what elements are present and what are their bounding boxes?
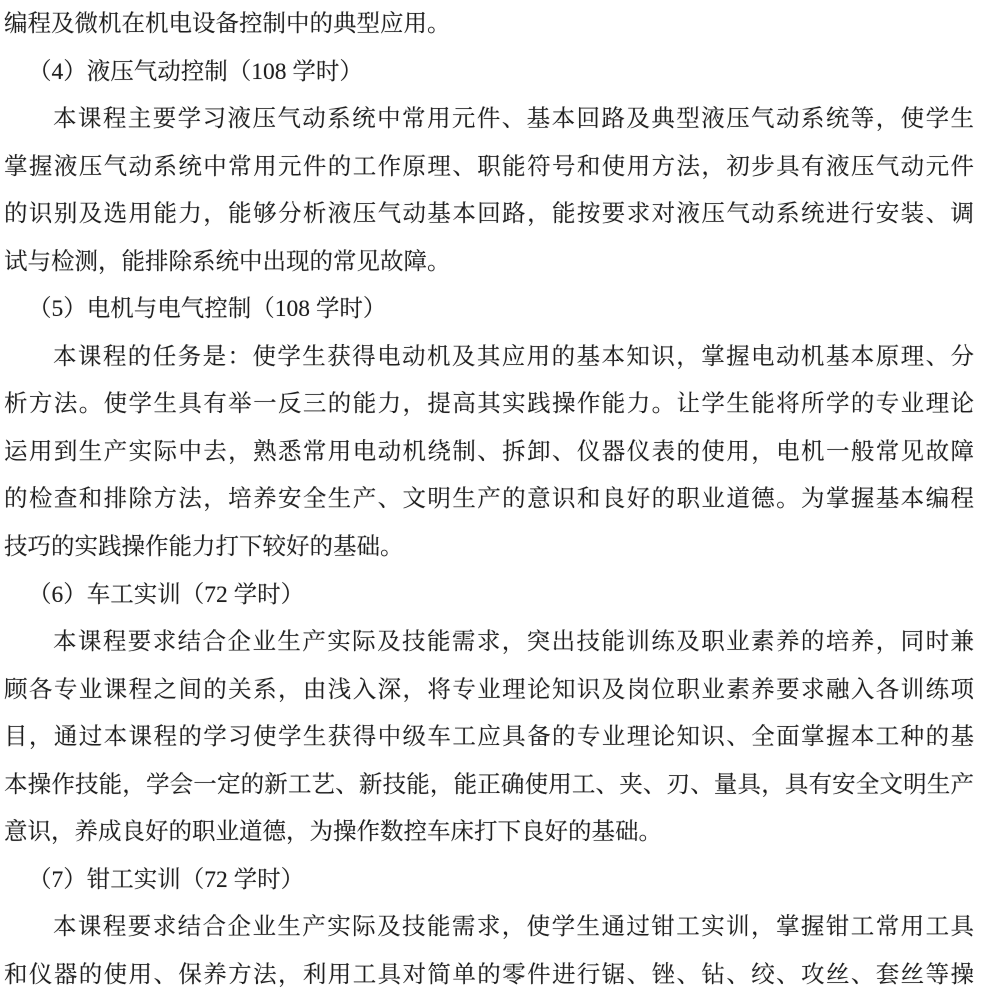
- text-line: 本课程要求结合企业生产实际及技能需求，突出技能训练及职业素养的培养，同时兼: [53, 629, 974, 656]
- course-heading-6: （6）车工实训（72 学时）: [28, 581, 305, 608]
- text-line: 本课程的任务是：使学生获得电动机及其应用的基本知识，掌握电动机基本原理、分: [53, 343, 974, 370]
- text-line: 试与检测，能排除系统中出现的常见故障。: [4, 248, 451, 275]
- text-line: 的识别及选用能力，能够分析液压气动基本回路，能按要求对液压气动系统进行安装、调: [4, 201, 974, 228]
- text-line: 掌握液压气动系统中常用元件的工作原理、职能符号和使用方法，初步具有液压气动元件: [4, 153, 974, 180]
- text-line: 和仪器的使用、保养方法，利用工具对简单的零件进行锯、锉、钻、绞、攻丝、套丝等操: [4, 961, 974, 988]
- course-heading-4: （4）液压气动控制（108 学时）: [28, 58, 363, 85]
- text-line: 技巧的实践操作能力打下较好的基础。: [4, 534, 404, 561]
- text-line: 顾各专业课程之间的关系，由浅入深，将专业理论知识及岗位职业素养要求融入各训练项: [4, 676, 974, 703]
- text-line: 意识，养成良好的职业道德，为操作数控车床打下良好的基础。: [4, 819, 662, 846]
- course-heading-5: （5）电机与电气控制（108 学时）: [28, 296, 387, 323]
- text-line: 运用到生产实际中去，熟悉常用电动机绕制、拆卸、仪器仪表的使用，电机一般常见故障: [4, 438, 974, 465]
- text-line: 本操作技能，学会一定的新工艺、新技能，能正确使用工、夹、刃、量具，具有安全文明生产: [4, 771, 974, 798]
- text-line: 编程及微机在机电设备控制中的典型应用。: [4, 11, 451, 37]
- text-line: 的检查和排除方法，培养安全生产、文明生产的意识和良好的职业道德。为掌握基本编程: [4, 486, 974, 513]
- text-line: 析方法。使学生具有举一反三的能力，提高其实践操作能力。让学生能将所学的专业理论: [4, 391, 974, 418]
- text-line: 本课程主要学习液压气动系统中常用元件、基本回路及典型液压气动系统等，使学生: [53, 106, 974, 133]
- text-line: 本课程要求结合企业生产实际及技能需求，使学生通过钳工实训，掌握钳工常用工具: [53, 914, 974, 941]
- course-heading-7: （7）钳工实训（72 学时）: [28, 866, 305, 893]
- text-line: 目，通过本课程的学习使学生获得中级车工应具备的专业理论知识、全面掌握本工种的基: [4, 724, 974, 751]
